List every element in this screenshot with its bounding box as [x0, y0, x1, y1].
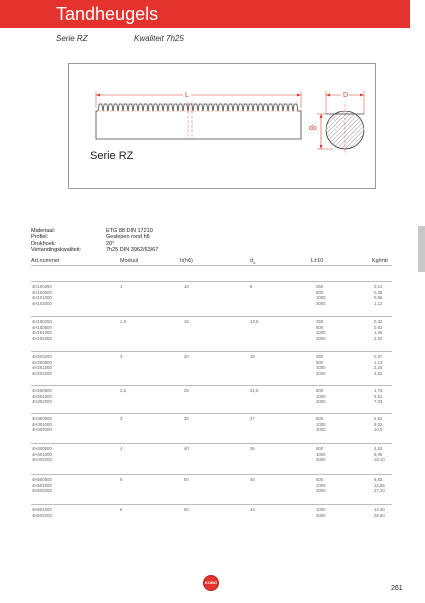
technical-drawing — [68, 63, 376, 189]
table-cell-art: 4H100250 — [32, 284, 52, 289]
quality-subtitle: Kwaliteit 7h25 — [134, 34, 184, 43]
property-key: Materiaal: — [31, 228, 56, 234]
column-header-d-sub: o — [253, 260, 256, 266]
table-cell-h: 25 — [184, 388, 189, 393]
column-header-h: h(h6) — [180, 258, 193, 264]
table-cell-l: 500 — [316, 289, 324, 295]
table-cell-kg: 0,14 — [374, 284, 383, 289]
table-cell-module: 4 — [120, 446, 123, 451]
table-cell-l: 2000 — [316, 457, 326, 463]
table-cell-art: 4H501000 — [32, 482, 52, 488]
table-cell-d: 22,5 — [250, 388, 259, 393]
table-cell-h: 20 — [184, 354, 189, 359]
table-row — [31, 336, 392, 342]
group-divider — [31, 443, 392, 444]
table-cell-art: 4H602000 — [32, 512, 52, 518]
table-row — [31, 427, 392, 433]
table-cell-l: 500 — [316, 416, 324, 421]
table-cell-kg: 9,06 — [374, 451, 383, 457]
table-cell-kg: 2,52 — [374, 335, 383, 341]
table-cell-l: 1000 — [316, 330, 326, 336]
table-cell-art: 4H251000 — [32, 393, 52, 399]
table-cell-kg: 0,57 — [374, 354, 383, 359]
table-group — [31, 477, 392, 494]
table-cell-l: 250 — [316, 319, 324, 324]
column-header-art: Art.nummer — [31, 258, 60, 264]
table-cell-art: 4H400500 — [32, 446, 52, 451]
table-cell-l: 500 — [316, 359, 324, 365]
group-divider — [31, 281, 392, 282]
table-cell-l: 1000 — [316, 295, 326, 301]
dimension-D-label: D — [343, 92, 349, 99]
table-cell-art: 4H252000 — [32, 399, 52, 405]
table-cell-art: 4H150500 — [32, 324, 52, 330]
group-divider — [31, 385, 392, 386]
table-cell-kg: 3,51 — [374, 393, 383, 399]
dimension-do-label: do — [309, 125, 317, 132]
table-cell-art: 4H601000 — [32, 507, 52, 512]
table-row — [31, 457, 392, 463]
property-value: ETG 88 DIN 17210 — [106, 228, 153, 234]
table-cell-l: 250 — [316, 284, 324, 289]
table-cell-h: 15 — [184, 319, 189, 324]
table-cell-module: 1 — [120, 284, 123, 289]
table-group — [31, 507, 392, 518]
kobo-logo — [203, 575, 219, 591]
group-divider — [31, 351, 392, 352]
table-group — [31, 354, 392, 376]
table-cell-l: 2000 — [316, 300, 326, 306]
table-cell-art: 4H301000 — [32, 421, 52, 427]
table-cell-kg: 27,30 — [374, 488, 385, 494]
group-divider — [31, 474, 392, 475]
table-cell-l: 1000 — [316, 507, 326, 512]
table-cell-kg: 7,03 — [374, 399, 383, 405]
column-header-kg: Kg/mtr — [372, 258, 389, 264]
table-cell-l: 2000 — [316, 335, 326, 341]
table-cell-art: 4H152000 — [32, 335, 52, 341]
table-cell-art: 4H402000 — [32, 457, 52, 463]
column-header-d-main: d — [250, 258, 254, 264]
table-cell-kg: 4,52 — [374, 370, 383, 376]
table-cell-kg: 1,12 — [374, 300, 383, 306]
table-cell-h: 30 — [184, 416, 189, 421]
table-cell-art: 4H150250 — [32, 319, 52, 324]
group-divider — [31, 316, 392, 317]
table-cell-kg: 10,0 — [374, 427, 383, 433]
table-cell-l: 1000 — [316, 482, 326, 488]
table-cell-h: 40 — [184, 446, 189, 451]
table-row — [31, 399, 392, 405]
logo-text: KOBO — [205, 580, 217, 585]
table-row — [31, 301, 392, 307]
table-cell-kg: 4,53 — [374, 446, 383, 451]
table-cell-h: 50 — [184, 507, 189, 512]
column-header-length: L±10 — [311, 258, 324, 264]
table-cell-kg: 1,13 — [374, 359, 383, 365]
table-cell-art: 4H100500 — [32, 289, 52, 295]
table-cell-art: 4H102000 — [32, 300, 52, 306]
table-row — [31, 488, 392, 494]
table-cell-art: 4H502000 — [32, 488, 52, 494]
table-row — [31, 513, 392, 519]
table-cell-art: 4H302000 — [32, 427, 52, 433]
table-cell-d: 27 — [250, 416, 255, 421]
table-cell-module: 1,5 — [120, 319, 126, 324]
table-cell-d: 13,5 — [250, 319, 259, 324]
table-cell-l: 500 — [316, 388, 324, 393]
table-cell-kg: 0,28 — [374, 289, 383, 295]
property-key: Profiel: — [31, 234, 49, 241]
table-cell-h: 50 — [184, 477, 189, 482]
table-cell-kg: 1,26 — [374, 330, 383, 336]
table-cell-l: 1000 — [316, 365, 326, 371]
dimension-L-label: L — [185, 92, 189, 99]
table-cell-kg: 2,51 — [374, 416, 383, 421]
page-title: Tandheugels — [56, 4, 159, 24]
table-cell-kg: 6,83 — [374, 477, 383, 482]
table-cell-l: 2000 — [316, 370, 326, 376]
group-divider — [31, 504, 392, 505]
table-group — [31, 416, 392, 433]
table-cell-art: 4H300500 — [32, 416, 52, 421]
property-key: Vertandingskwaliteit: — [31, 247, 82, 254]
table-cell-d: 36 — [250, 446, 255, 451]
series-subtitle: Serie RZ — [56, 34, 88, 43]
table-cell-module: 6 — [120, 507, 123, 512]
header-divider — [31, 265, 392, 266]
table-cell-l: 2000 — [316, 512, 326, 518]
table-cell-module: 2,5 — [120, 388, 126, 393]
table-cell-d: 45 — [250, 477, 255, 482]
table-group — [31, 388, 392, 405]
table-cell-kg: 14,30 — [374, 507, 385, 512]
table-cell-kg: 0,56 — [374, 295, 383, 301]
table-cell-art: 4H201000 — [32, 365, 52, 371]
table-cell-h: 10 — [184, 284, 189, 289]
side-tab — [418, 226, 425, 272]
table-cell-l: 500 — [316, 324, 324, 330]
rack-drawing-svg — [69, 64, 375, 188]
table-cell-art: 4H200250 — [32, 354, 52, 359]
table-cell-kg: 0,32 — [374, 319, 383, 324]
property-key: Drukhoek: — [31, 240, 57, 247]
table-cell-kg: 1,76 — [374, 388, 383, 393]
table-cell-l: 2000 — [316, 399, 326, 405]
table-cell-art: 4H401000 — [32, 451, 52, 457]
table-cell-d: 44 — [250, 507, 255, 512]
table-cell-art: 4H101000 — [32, 295, 52, 301]
table-cell-d: 18 — [250, 354, 255, 359]
table-cell-l: 250 — [316, 354, 324, 359]
table-cell-kg: 13,65 — [374, 482, 385, 488]
page-number: 261 — [391, 585, 403, 592]
table-group — [31, 284, 392, 306]
table-cell-kg: 0,63 — [374, 324, 383, 330]
table-cell-module: 5 — [120, 477, 123, 482]
table-cell-l: 1000 — [316, 451, 326, 457]
property-value: 20° — [106, 240, 115, 247]
table-cell-l: 500 — [316, 446, 324, 451]
table-cell-d: 8 — [250, 284, 253, 289]
table-cell-art: 4H202000 — [32, 370, 52, 376]
table-cell-art: 4H200500 — [32, 359, 52, 365]
property-value: Geslepen rond h6 — [106, 234, 150, 241]
table-row — [31, 371, 392, 377]
table-group — [31, 446, 392, 463]
table-cell-kg: 18,10 — [374, 457, 385, 463]
table-cell-kg: 2,26 — [374, 365, 383, 371]
table-cell-kg: 5,02 — [374, 421, 383, 427]
column-header-module: Moduul — [120, 258, 139, 264]
table-cell-l: 1000 — [316, 421, 326, 427]
table-cell-art: 4H250500 — [32, 388, 52, 393]
table-cell-art: 4H500500 — [32, 477, 52, 482]
property-value: 7h25 DIN 3962/63/67 — [106, 247, 159, 254]
table-cell-module: 2 — [120, 354, 123, 359]
table-cell-l: 500 — [316, 477, 324, 482]
drawing-caption: Serie RZ — [90, 150, 134, 162]
table-cell-l: 2000 — [316, 488, 326, 494]
table-cell-kg: 28,60 — [374, 512, 385, 518]
table-cell-l: 1000 — [316, 393, 326, 399]
table-cell-module: 3 — [120, 416, 123, 421]
page-header — [0, 0, 410, 28]
table-cell-art: 4H151000 — [32, 330, 52, 336]
table-group — [31, 319, 392, 341]
table-cell-l: 2000 — [316, 427, 326, 433]
group-divider — [31, 413, 392, 414]
